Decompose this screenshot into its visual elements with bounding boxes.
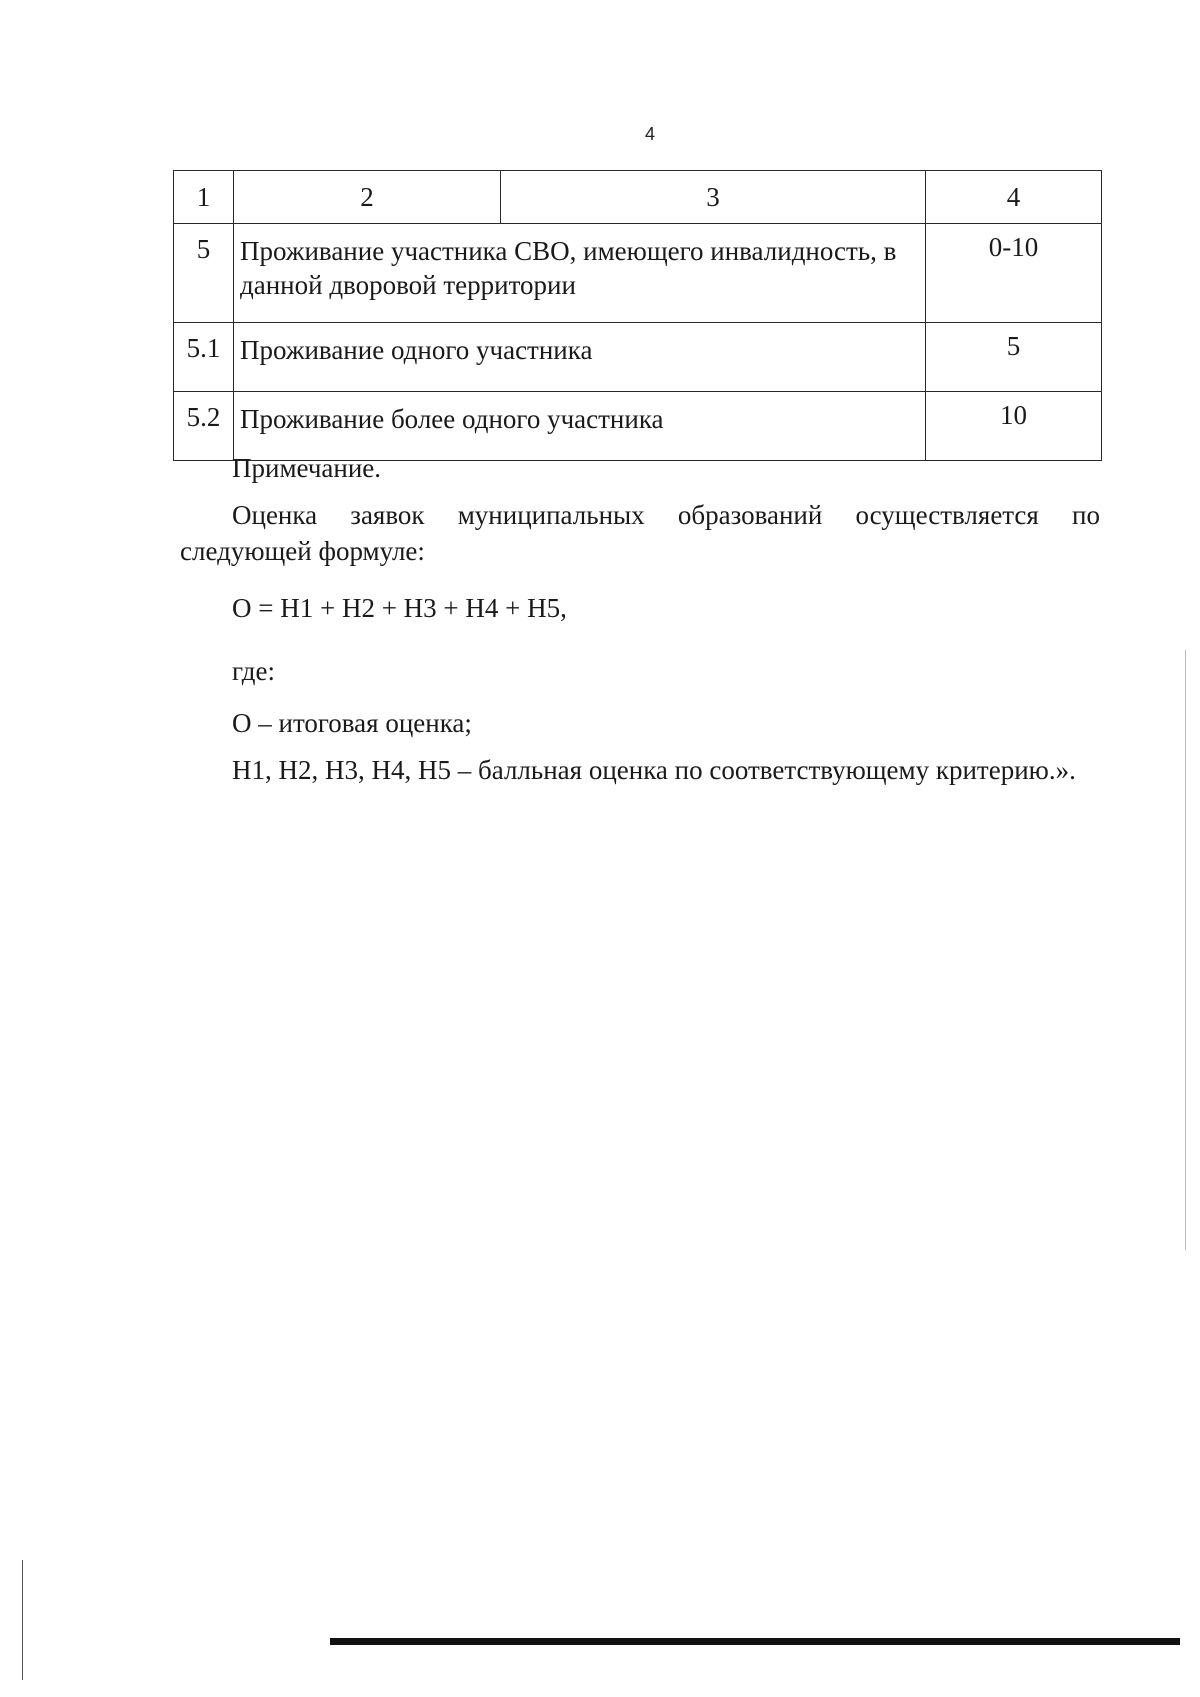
header-cell-4: 4 [926,171,1102,224]
definition-total: О – итоговая оценка; [232,708,472,738]
row-criterion: Проживание более одного участника [234,392,926,461]
formula: О = Н1 + Н2 + Н3 + Н4 + Н5, [232,593,567,623]
table-header-row [174,171,1102,224]
row-number: 5.2 [174,392,234,461]
row-score: 5 [926,323,1102,392]
where-label: где: [232,656,275,686]
header-cell-1: 1 [174,171,234,224]
note-title: Примечание. [232,453,382,483]
row-number: 5.1 [174,323,234,392]
definition-criteria: Н1, Н2, Н3, Н4, Н5 – балльная оценка по соответствующему критерию.». [232,755,1076,785]
row-criterion: Проживание одного участника [234,323,926,392]
table-row [174,224,1102,323]
row-number: 5 [174,224,234,323]
row-score: 10 [926,392,1102,461]
criteria-table [173,170,1102,461]
scan-edge-mark [22,1560,23,1680]
table-row [174,323,1102,392]
note-paragraph: Оценка заявок муниципальных образований осуществляется по следующей формуле: [180,500,1100,566]
row-criterion: Проживание участника СВО, имеющего инвалидность, в данной дворовой территории [234,224,926,323]
scan-edge-mark [1185,650,1186,1250]
header-cell-2: 2 [234,171,501,224]
header-cell-3: 3 [501,171,926,224]
row-score: 0-10 [926,224,1102,323]
scan-bottom-bar [330,1638,1180,1645]
page-number: 4 [644,124,655,144]
